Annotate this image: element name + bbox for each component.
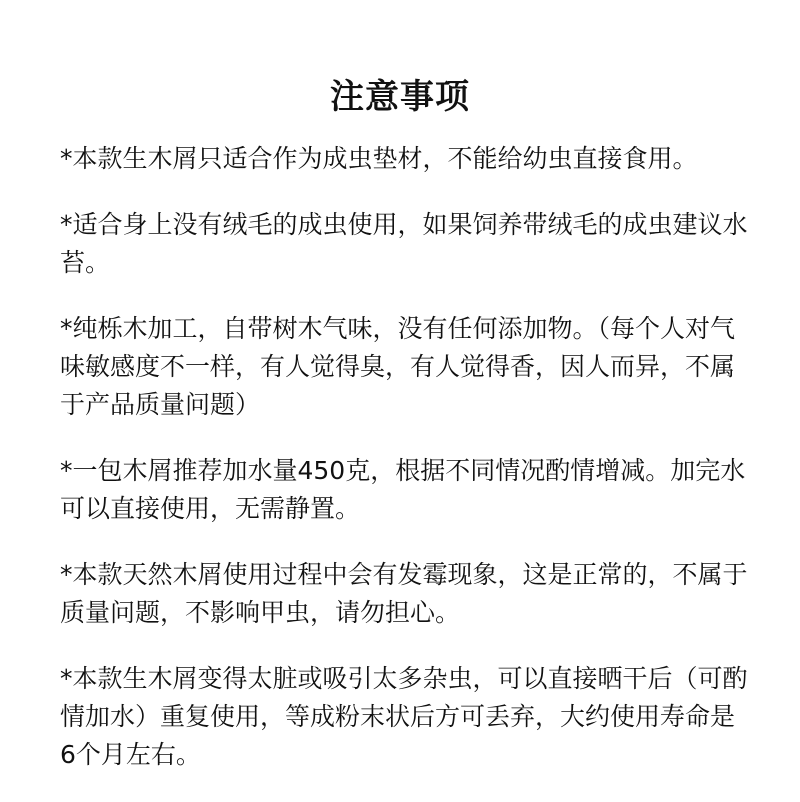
- notes-list: [60, 140, 750, 802]
- note-substrate-adult-only: *本款生木屑只适合作为成虫垫材，不能给幼虫直接食用。: [60, 144, 698, 173]
- page-title: 注意事项: [330, 77, 470, 117]
- note-hairless-adults: *适合身上没有绒毛的成虫使用，如果饲养带绒毛的成虫建议水苔。: [60, 210, 748, 277]
- note-pure-oak: *纯栎木加工，自带树木气味，没有任何添加物。（每个人对气味敏感度不一样，有人觉得臭，有人觉得香，因人而异，不属于产品质量问题）: [60, 314, 736, 419]
- note-mold: *本款天然木屑使用过程中会有发霉现象，这是正常的，不属于质量问题，不影响甲虫，请勿担心。: [60, 560, 748, 627]
- note-reuse: *本款生木屑变得太脏或吸引太多杂虫，可以直接晒干后（可酌情加水）重复使用，等成粉末状后方可丢弃，大约使用寿命是6个月左右。: [60, 664, 748, 769]
- note-water-amount: *一包木屑推荐加水量450克，根据不同情况酌情增减。加完水可以直接使用，无需静置。: [60, 456, 746, 523]
